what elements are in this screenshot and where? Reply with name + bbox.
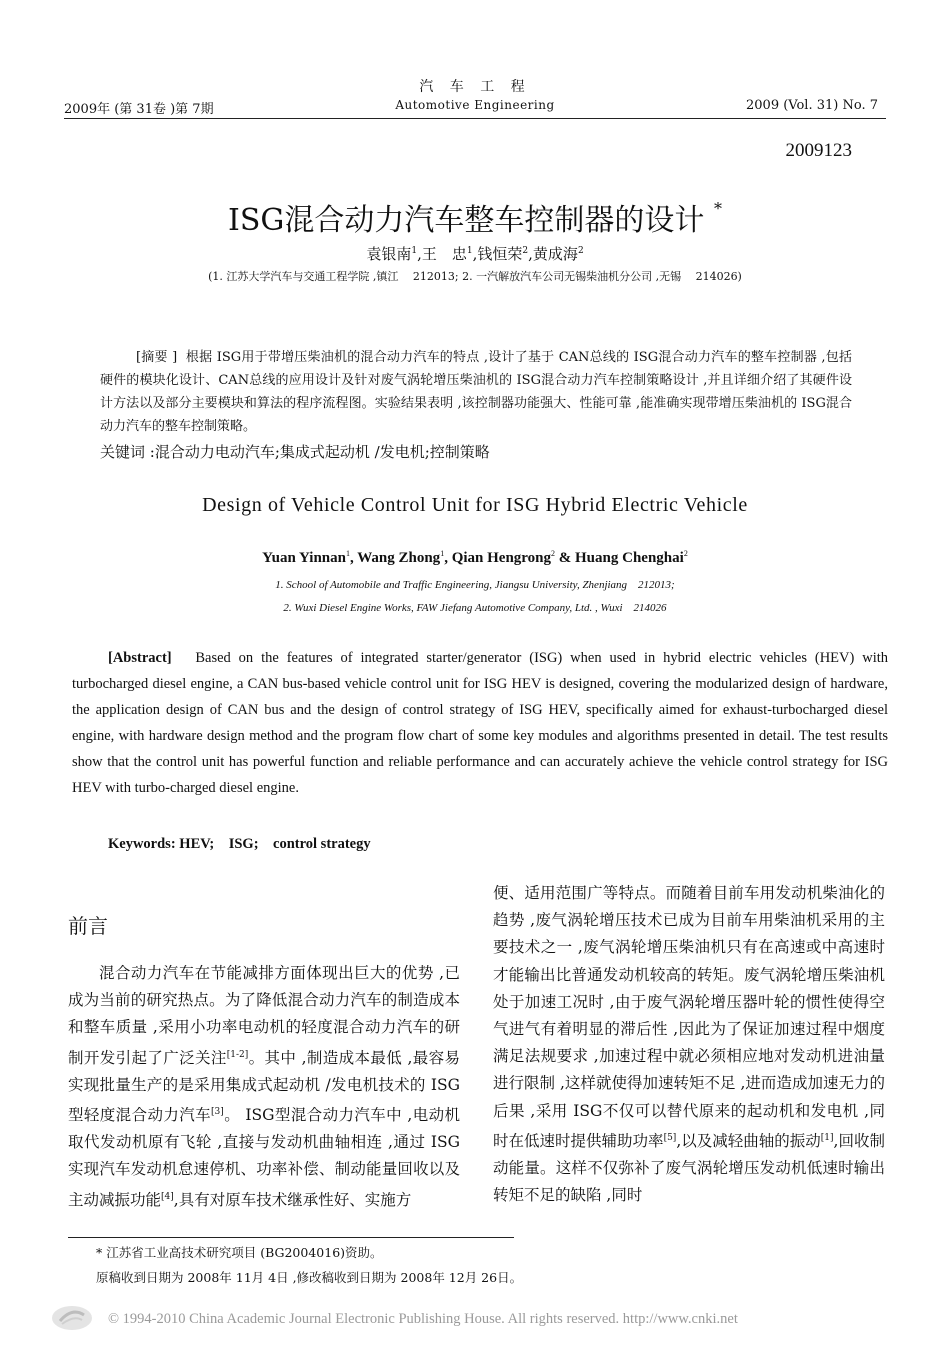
keywords-cn-text: 混合动力电动汽车;集成式起动机 /发电机;控制策略 bbox=[154, 443, 490, 461]
text-run: 混合动力汽车在节能减排方面体现出巨大的优势 ,已成为当前的研究热点。为了降低混合动力汽车的制造成本和整车质量 ,采用小功率电动机的轻度混合动力汽车的研制开发引起了广泛关注 bbox=[68, 964, 460, 1067]
abstract-en bbox=[72, 645, 888, 801]
author-name-en: Wang Zhong bbox=[357, 550, 441, 566]
author-affil-mark: 2 bbox=[551, 549, 556, 558]
paragraph bbox=[68, 960, 460, 1214]
title-footnote-mark: * bbox=[713, 199, 722, 218]
authors-cn: 袁银南$^1$,王 忠$^1$,钱恒荣$^2$,黄成海$^2$ bbox=[366, 245, 584, 263]
text-run: 。其中 ,制造成本最低 ,最容易实现批量生产的是采用集成式起动机 /发电机技术的 ISG型轻度混合动力汽车 bbox=[68, 1048, 460, 1125]
abstract-cn-label: [摘要 ] bbox=[136, 350, 178, 365]
section-heading: 前言 bbox=[68, 914, 108, 938]
body-left-column bbox=[68, 960, 460, 1214]
author-affil-mark: 2 bbox=[577, 246, 584, 256]
text-run: ,回收制动能量。这样不仅弥补了废气涡轮增压发动机低速时输出转矩不足的缺陷 ,同时 bbox=[493, 1131, 885, 1205]
keywords-en-text: HEV; ISG; control strategy bbox=[179, 836, 371, 852]
citation: [1] bbox=[820, 1132, 834, 1143]
body-right-column bbox=[493, 880, 885, 1209]
author-affil-mark: 1 bbox=[440, 549, 445, 558]
affiliation-en-2: 2. Wuxi Diesel Engine Works, FAW Jiefang Automotive Company, Ltd. , Wuxi 214026 bbox=[283, 602, 667, 614]
cnki-logo-icon bbox=[50, 1303, 94, 1333]
article-title-cn bbox=[0, 195, 950, 239]
abstract-cn bbox=[100, 346, 852, 438]
abstract-cn-text: 根据 ISG用于带增压柴油机的混合动力汽车的特点 ,设计了基于 CAN总线的 ISG混合动力汽车的整车控制器 ,包括硬件的模块化设计、CAN总线的应用设计及针对废气涡轮增压柴油机的 ISG混合动力汽车控制策略设计 ,并且详细介绍了其硬件设计方法以及部分主要模块和算法的程序流程图。实验结果表明 ,该控制器功能强大、性能可靠 ,能准确实现带增压柴油机的 ISG混合动力汽车的整车控制策略。 bbox=[100, 350, 852, 434]
keywords-en bbox=[108, 832, 371, 853]
authors-en: Yuan Yinnan$^1$, Wang Zhong$^1$, Qian Hengrong$^2$ & Huang Chenghai$^2$ bbox=[262, 549, 688, 566]
author-name: 王 忠 bbox=[421, 245, 467, 263]
paragraph bbox=[493, 880, 885, 1209]
title-text: ISG混合动力汽车整车控制器的设计 bbox=[228, 203, 705, 238]
author-affil-mark: 2 bbox=[522, 246, 529, 256]
author-affil-mark: 2 bbox=[683, 549, 688, 558]
author-name-en: Qian Hengrong bbox=[451, 550, 552, 566]
footnote-funding: * 江苏省工业高技术研究项目 (BG2004016)资助。 bbox=[96, 1245, 383, 1260]
citation: [5] bbox=[663, 1132, 677, 1143]
issue-info-cn: 2009年 (第 31卷 )第 7期 bbox=[64, 102, 214, 117]
issue-info-en: 2009 (Vol. 31) No. 7 bbox=[746, 98, 878, 113]
keywords-cn bbox=[100, 441, 490, 462]
article-id: 2009123 bbox=[785, 140, 852, 161]
footnote-dates: 原稿收到日期为 2008年 11月 4日 ,修改稿收到日期为 2008年 12月 26日。 bbox=[96, 1270, 523, 1285]
affiliation-cn: (1. 江苏大学汽车与交通工程学院 ,镇江 212013; 2. 一汽解放汽车公司无锡柴油机分公司 ,无锡 214026) bbox=[208, 270, 742, 283]
text-run: ,具有对原车技术继承性好、实施方 bbox=[173, 1190, 412, 1209]
author-name: 黄成海 bbox=[532, 245, 578, 263]
citation: [3] bbox=[211, 1107, 224, 1118]
copyright-notice: © 1994-2010 China Academic Journal Electronic Publishing House. All rights reserved. http://www.cnki.net bbox=[108, 1311, 738, 1327]
abstract-en-text: Based on the features of integrated starter/generator (ISG) when used in hybrid electric vehicles (HEV) with turbocharged diesel engine, a CAN bus-based vehicle control unit for ISG HEV is designed, covering the modularized design of hardware, the application design of CAN bus and the design of control strategy of ISG HEV, specifically aimed for exhaust-turbocharged diesel engine, with hardware design method and the program flow chart of some key modules and algorithms presented in detail. The test results show that the control unit has powerful function and reliable performance and can accurately achieve the vehicle control strategy for ISG HEV with turbo-charged diesel engine. bbox=[72, 650, 889, 796]
author-name-en: Huang Chenghai bbox=[575, 550, 684, 566]
author-name-en: Yuan Yinnan bbox=[262, 550, 346, 566]
header-rule bbox=[64, 118, 886, 119]
keywords-cn-label: 关键词 : bbox=[100, 443, 155, 461]
text-run: ,以及减轻曲轴的振动 bbox=[676, 1131, 821, 1150]
author-affil-mark: 1 bbox=[466, 246, 473, 256]
author-name: 钱恒荣 bbox=[477, 245, 523, 263]
keywords-en-label: Keywords: bbox=[108, 836, 176, 852]
journal-title-en: Automotive Engineering bbox=[395, 98, 555, 112]
affiliation-en-1: 1. School of Automobile and Traffic Engineering, Jiangsu University, Zhenjiang 212013; bbox=[275, 579, 675, 591]
footnote-rule bbox=[68, 1237, 514, 1238]
author-affil-mark: 1 bbox=[345, 549, 350, 558]
author-name: 袁银南 bbox=[366, 245, 412, 263]
text-run: 便、适用范围广等特点。而随着目前车用发动机柴油化的趋势 ,废气涡轮增压技术已成为目前车用柴油机采用的主要技术之一 ,废气涡轮增压柴油机只有在高速或中高速时才能输出比普通发动机较高的转矩。废气涡轮增压柴油机处于加速工况时 ,由于废气涡轮增压器叶轮的惯性使得空气进气有着明显的滞后性 ,因此为了保证加速过程中烟度满足法规要求 ,加速过程中就必须相应地对发动机进油量进行限制 ,这样就使得加速转矩不足 ,进而造成加速无力的后果 ,采用 ISG不仅可以替代原来的起动机和发电机 ,同时在低速时提供辅助功率 bbox=[493, 884, 885, 1150]
abstract-en-label: [Abstract] bbox=[108, 650, 172, 666]
citation: [1-2] bbox=[226, 1049, 249, 1060]
citation: [4] bbox=[161, 1191, 174, 1202]
author-affil-mark: 1 bbox=[411, 246, 418, 256]
text-run: 。 ISG型混合动力汽车中 ,电动机取代发动机原有飞轮 ,直接与发动机曲轴相连 ,通过 ISG实现汽车发动机怠速停机、功率补偿、制动能量回收以及主动减振功能 bbox=[68, 1106, 460, 1209]
article-title-en: Design of Vehicle Control Unit for ISG Hybrid Electric Vehicle bbox=[202, 494, 748, 516]
journal-title-cn: 汽 车 工 程 bbox=[419, 79, 531, 95]
